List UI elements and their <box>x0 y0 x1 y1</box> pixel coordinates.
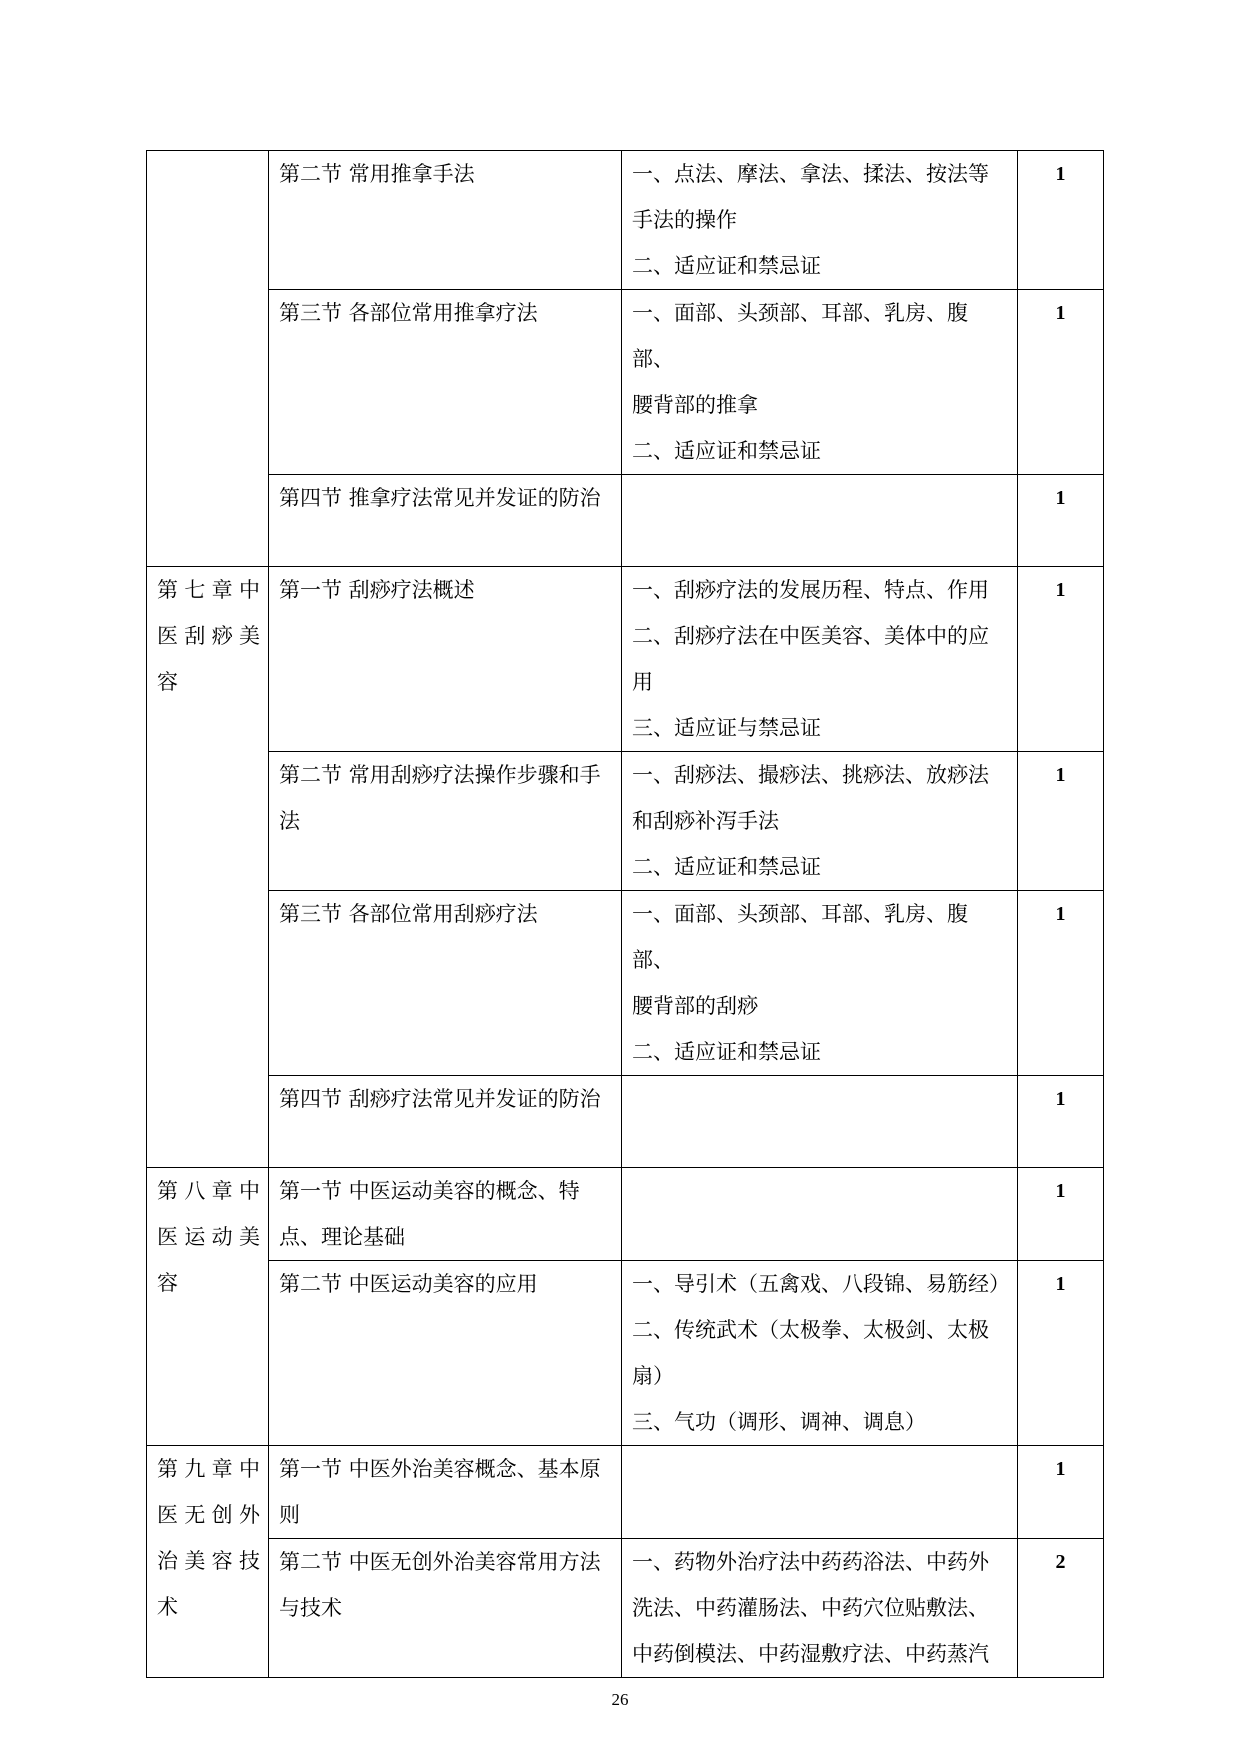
table-row <box>147 891 1104 1076</box>
table-row <box>147 1168 1104 1261</box>
content-cell <box>622 151 1018 290</box>
hours-cell: 1 <box>1018 1076 1104 1168</box>
section-cell: 第四节 刮痧疗法常见并发证的防治 <box>269 1076 622 1168</box>
chapter-cell <box>147 1446 269 1678</box>
hours-cell: 1 <box>1018 475 1104 567</box>
section-cell: 第三节 各部位常用推拿疗法 <box>269 290 622 475</box>
table-row <box>147 1446 1104 1539</box>
section-cell: 第二节 常用刮痧疗法操作步骤和手法 <box>269 752 622 891</box>
section-cell: 第一节 刮痧疗法概述 <box>269 567 622 752</box>
chapter-cell <box>147 1168 269 1446</box>
content-cell <box>622 752 1018 891</box>
hours-cell: 2 <box>1018 1539 1104 1678</box>
hours-cell: 1 <box>1018 290 1104 475</box>
content-line: 扇） <box>632 1364 674 1388</box>
table-row <box>147 1261 1104 1446</box>
content-cell <box>622 567 1018 752</box>
content-line: 三、气功（调形、调神、调息） <box>632 1410 926 1434</box>
content-line: 腰背部的推拿 <box>632 393 758 417</box>
content-line: 一、药物外治疗法中药药浴法、中药外 <box>632 1550 989 1574</box>
content-line: 一、刮痧疗法的发展历程、特点、作用 <box>632 578 989 602</box>
table-row <box>147 1076 1104 1168</box>
content-cell <box>622 1076 1018 1168</box>
section-cell: 第一节 中医运动美容的概念、特点、理论基础 <box>269 1168 622 1261</box>
content-cell <box>622 891 1018 1076</box>
table-row <box>147 475 1104 567</box>
content-line: 一、面部、头颈部、耳部、乳房、腹部、 <box>632 301 968 371</box>
chapter-title: 第九章中医无创外治美容技术 <box>157 1457 260 1619</box>
table-row <box>147 151 1104 290</box>
hours-cell: 1 <box>1018 891 1104 1076</box>
table-row <box>147 290 1104 475</box>
chapter-title: 第七章中医刮痧美容 <box>157 578 260 694</box>
content-line: 腰背部的刮痧 <box>632 994 758 1018</box>
content-cell <box>622 1168 1018 1261</box>
content-line: 一、刮痧法、撮痧法、挑痧法、放痧法 <box>632 763 989 787</box>
content-line: 二、适应证和禁忌证 <box>632 254 821 278</box>
table-row <box>147 752 1104 891</box>
syllabus-table <box>146 150 1104 1678</box>
section-cell: 第二节 中医运动美容的应用 <box>269 1261 622 1446</box>
section-cell: 第二节 常用推拿手法 <box>269 151 622 290</box>
hours-cell: 1 <box>1018 1261 1104 1446</box>
content-line: 中药倒模法、中药湿敷疗法、中药蒸汽 <box>632 1642 989 1666</box>
section-cell: 第一节 中医外治美容概念、基本原则 <box>269 1446 622 1539</box>
hours-cell: 1 <box>1018 567 1104 752</box>
content-cell <box>622 290 1018 475</box>
content-line: 和刮痧补泻手法 <box>632 809 779 833</box>
content-line: 二、传统武术（太极拳、太极剑、太极 <box>632 1318 989 1342</box>
hours-cell: 1 <box>1018 752 1104 891</box>
hours-cell: 1 <box>1018 1446 1104 1539</box>
table-row <box>147 567 1104 752</box>
table-row <box>147 1539 1104 1678</box>
content-cell <box>622 1446 1018 1539</box>
section-cell: 第三节 各部位常用刮痧疗法 <box>269 891 622 1076</box>
hours-cell: 1 <box>1018 151 1104 290</box>
section-cell: 第四节 推拿疗法常见并发证的防治 <box>269 475 622 567</box>
content-line: 用 <box>632 670 653 694</box>
content-line: 洗法、中药灌肠法、中药穴位贴敷法、 <box>632 1596 989 1620</box>
content-line: 二、适应证和禁忌证 <box>632 1040 821 1064</box>
content-line: 一、面部、头颈部、耳部、乳房、腹部、 <box>632 902 968 972</box>
content-line: 手法的操作 <box>632 208 737 232</box>
content-cell <box>622 1261 1018 1446</box>
section-cell: 第二节 中医无创外治美容常用方法与技术 <box>269 1539 622 1678</box>
page-number: 26 <box>611 1690 629 1709</box>
content-line: 一、点法、摩法、拿法、揉法、按法等 <box>632 162 989 186</box>
content-line: 三、适应证与禁忌证 <box>632 716 821 740</box>
content-line: 一、导引术（五禽戏、八段锦、易筋经） <box>632 1272 1010 1296</box>
content-line: 二、适应证和禁忌证 <box>632 855 821 879</box>
chapter-cell <box>147 567 269 1168</box>
content-line: 二、刮痧疗法在中医美容、美体中的应 <box>632 624 989 648</box>
chapter-title: 第八章中医运动美容 <box>157 1179 260 1295</box>
chapter-cell <box>147 151 269 567</box>
content-cell <box>622 475 1018 567</box>
content-line: 二、适应证和禁忌证 <box>632 439 821 463</box>
hours-cell: 1 <box>1018 1168 1104 1261</box>
content-cell <box>622 1539 1018 1678</box>
